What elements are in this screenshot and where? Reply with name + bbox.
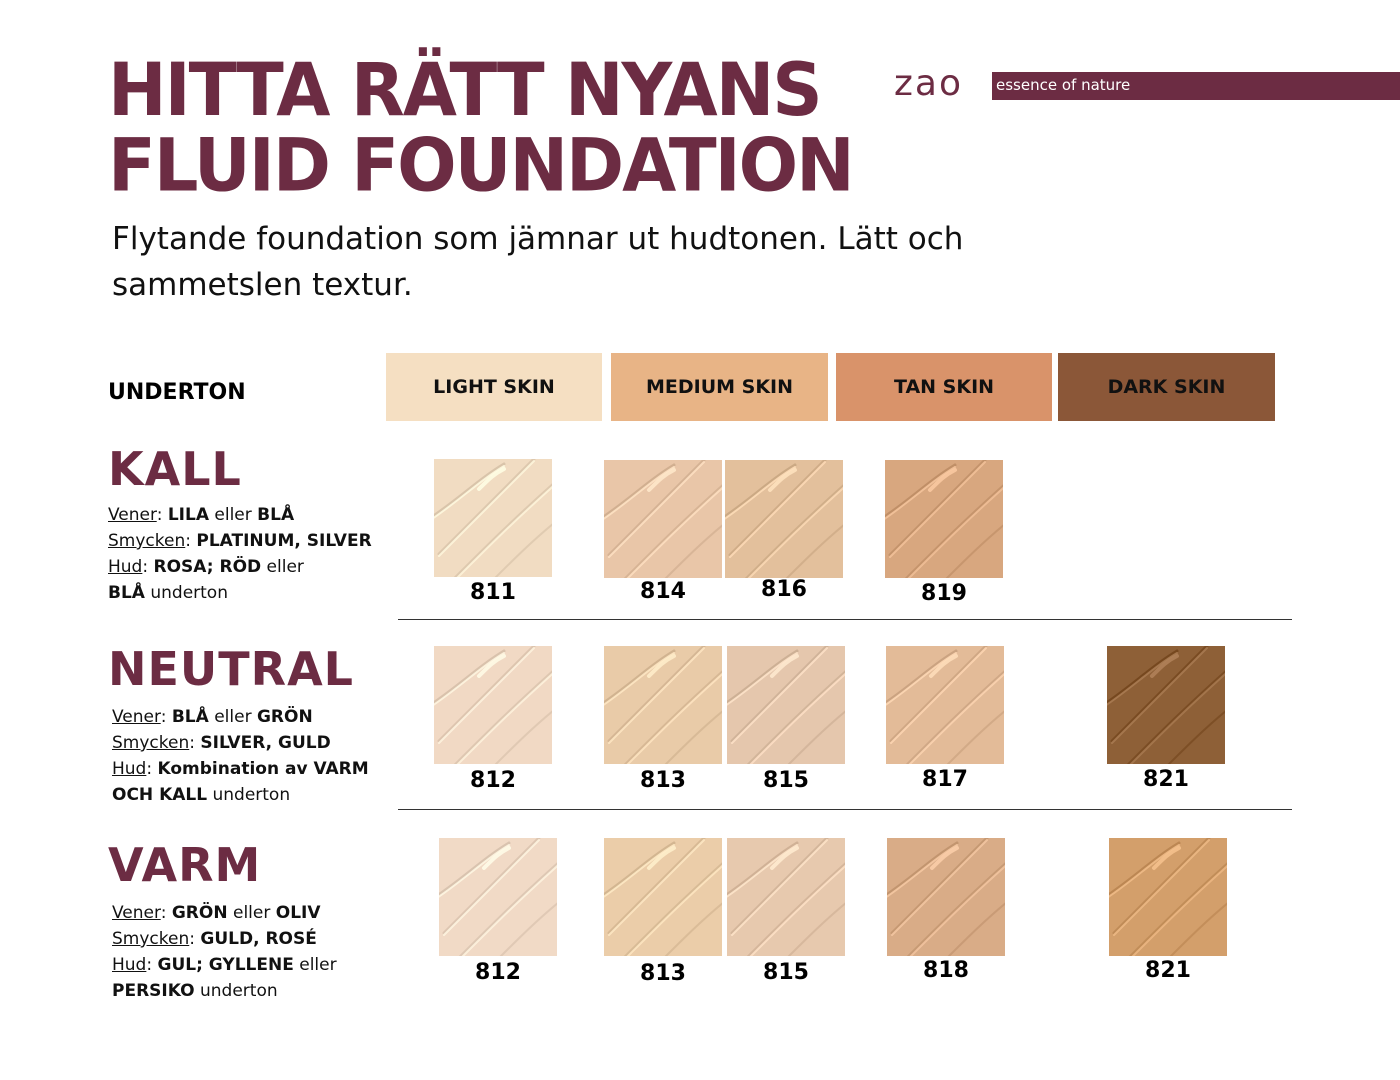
shade-code: 812 — [475, 960, 521, 985]
category-description-varm: Vener: GRÖN eller OLIV Smycken: GULD, ROSÉ Hud: GUL; GYLLENE eller PERSIKO underton — [112, 903, 337, 1001]
shade-code: 814 — [640, 579, 686, 604]
column-header-light-skin — [386, 353, 602, 421]
skin-value: GUL; GYLLENE — [157, 955, 294, 975]
jewelry-key: Smycken — [112, 929, 190, 949]
shade-swatch — [434, 459, 552, 577]
veins-value-2: OLIV — [275, 903, 321, 923]
shade-swatch — [604, 460, 722, 578]
shade-code: 818 — [923, 958, 969, 983]
shade-code: 819 — [921, 581, 967, 606]
category-title-kall: KALL — [108, 442, 242, 496]
jewelry-value: PLATINUM, SILVER — [196, 531, 372, 551]
veins-value: LILA — [167, 505, 209, 525]
category-description-kall: Vener: LILA eller BLÅ Smycken: PLATINUM, SILVER Hud: ROSA; RÖD eller BLÅ underton — [108, 505, 372, 603]
skin-value-2: OCH KALL — [112, 785, 208, 805]
shade-swatch — [1109, 838, 1227, 956]
shade-swatch — [1107, 646, 1225, 764]
shade-code: 815 — [763, 960, 809, 985]
shade-swatch — [434, 646, 552, 764]
jewelry-value: SILVER, GULD — [200, 733, 331, 753]
shade-swatch — [727, 838, 845, 956]
category-title-varm: VARM — [108, 838, 262, 892]
title-line-2: FLUID FOUNDATION — [108, 122, 853, 209]
skin-value: Kombination av VARM — [157, 759, 369, 779]
column-header-medium-skin — [611, 353, 828, 421]
column-header-label: DARK SKIN — [1107, 376, 1226, 398]
shade-code: 817 — [922, 767, 968, 792]
jewelry-value: GULD, ROSÉ — [200, 929, 317, 949]
shade-code: 815 — [763, 768, 809, 793]
underton-header: UNDERTON — [108, 380, 246, 405]
shade-swatch — [727, 646, 845, 764]
column-header-tan-skin — [836, 353, 1052, 421]
shade-code: 813 — [640, 961, 686, 986]
category-title-neutral: NEUTRAL — [108, 642, 354, 696]
veins-key: Vener — [112, 903, 161, 923]
skin-value: ROSA; RÖD — [153, 557, 262, 577]
shade-swatch — [725, 460, 843, 578]
veins-key: Vener — [108, 505, 157, 525]
shade-swatch — [439, 838, 557, 956]
row-divider — [398, 619, 1292, 620]
shade-swatch — [887, 838, 1005, 956]
skin-connector: eller — [261, 557, 304, 577]
veins-connector: eller — [209, 505, 258, 525]
page-title — [108, 46, 853, 209]
skin-key: Hud — [108, 557, 143, 577]
brand-name: zao — [894, 63, 963, 104]
skin-key: Hud — [112, 759, 147, 779]
veins-connector: eller — [208, 707, 257, 727]
veins-value-2: BLÅ — [257, 505, 295, 525]
shade-code: 821 — [1143, 767, 1189, 792]
brand-tagline: essence of nature — [996, 76, 1131, 94]
jewelry-key: Smycken — [108, 531, 186, 551]
shade-swatch — [886, 646, 1004, 764]
shade-code: 821 — [1145, 958, 1191, 983]
skin-value-2: BLÅ — [108, 583, 145, 603]
shade-code: 811 — [470, 580, 516, 605]
skin-value-2: PERSIKO — [112, 981, 195, 1001]
shade-code: 813 — [640, 768, 686, 793]
skin-key: Hud — [112, 955, 147, 975]
row-divider — [398, 809, 1292, 810]
skin-tail: underton — [194, 981, 278, 1001]
shade-swatch — [885, 460, 1003, 578]
shade-swatch — [604, 838, 722, 956]
shade-code: 812 — [470, 768, 516, 793]
veins-value: BLÅ — [171, 707, 209, 727]
column-header-label: TAN SKIN — [893, 376, 995, 398]
column-header-label: MEDIUM SKIN — [645, 376, 794, 398]
skin-tail: underton — [144, 583, 228, 603]
veins-key: Vener — [112, 707, 161, 727]
skin-tail: underton — [207, 785, 291, 805]
shade-code: 816 — [761, 577, 807, 602]
veins-connector: eller — [227, 903, 276, 923]
column-header-label: LIGHT SKIN — [433, 376, 555, 398]
veins-value-2: GRÖN — [256, 707, 313, 727]
skin-connector: eller — [293, 955, 337, 975]
title-line-1: HITTA RÄTT NYANS — [108, 46, 821, 133]
veins-value: GRÖN — [171, 903, 228, 923]
column-header-dark-skin — [1058, 353, 1275, 421]
subtitle: Flytande foundation som jämnar ut hudtonen. Lätt och sammetslen textur. — [112, 221, 964, 303]
shade-swatch — [604, 646, 722, 764]
jewelry-key: Smycken — [112, 733, 190, 753]
category-description-neutral: Vener: BLÅ eller GRÖN Smycken: SILVER, GULD Hud: Kombination av VARM OCH KALL underton — [112, 707, 369, 805]
